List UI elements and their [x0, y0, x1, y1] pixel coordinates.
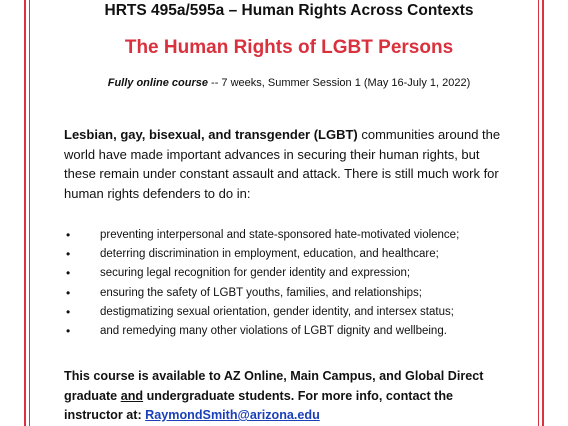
list-item [64, 284, 514, 303]
bullet-icon: • [66, 304, 71, 319]
intro-lead: Lesbian, gay, bisexual, and transgender (LGBT) [64, 127, 358, 142]
course-format: Fully online course [107, 77, 208, 89]
list-item-text: and remedying many other violations of LGBT dignity and wellbeing. [100, 324, 447, 337]
bullet-icon: • [66, 228, 71, 242]
course-code-heading: HRTS 495a/595a – Human Rights Across Contexts [104, 2, 474, 19]
bullet-icon: • [66, 285, 71, 300]
list-item [64, 226, 514, 245]
bullet-icon: • [66, 247, 71, 262]
list-item [64, 322, 514, 341]
course-info [64, 77, 514, 89]
instructor-email-link[interactable]: RaymondSmith@arizona.edu [145, 408, 320, 422]
list-item-text: securing legal recognition for gender identity and expression; [100, 267, 411, 280]
bullet-icon: • [66, 323, 71, 338]
bullet-icon: • [66, 266, 71, 281]
course-dates: -- 7 weeks, Summer Session 1 (May 16-July 1, 2022) [207, 77, 471, 89]
intro-body: communities around the world have made important advances in securing their human rights, but these remain under constant assault and attack. There is still much work for human rights defenders to do in: [64, 127, 501, 201]
closing-text-2: undergraduate students. For more info, contact the instructor at: [64, 388, 454, 422]
list-item [64, 303, 514, 322]
closing-text-1: This course is available to AZ Online, Main Campus, and Global Direct graduate [64, 369, 484, 403]
list-item-text: destigmatizing sexual orientation, gender identity, and intersex status; [100, 305, 454, 318]
list-item-text: ensuring the safety of LGBT youths, families, and relationships; [100, 286, 422, 299]
intro-paragraph [64, 125, 514, 203]
list-item [64, 264, 514, 283]
flyer-title: The Human Rights of LGBT Persons [124, 37, 454, 58]
list-item-text: deterring discrimination in employment, education, and healthcare; [100, 248, 439, 261]
list-item-text: preventing interpersonal and state-sponsored hate-motivated violence; [100, 229, 460, 241]
page-border-inner [29, 0, 539, 426]
work-list [64, 226, 514, 341]
closing-paragraph [64, 367, 514, 426]
list-item [64, 245, 514, 264]
emphasized-and: and [120, 388, 144, 403]
